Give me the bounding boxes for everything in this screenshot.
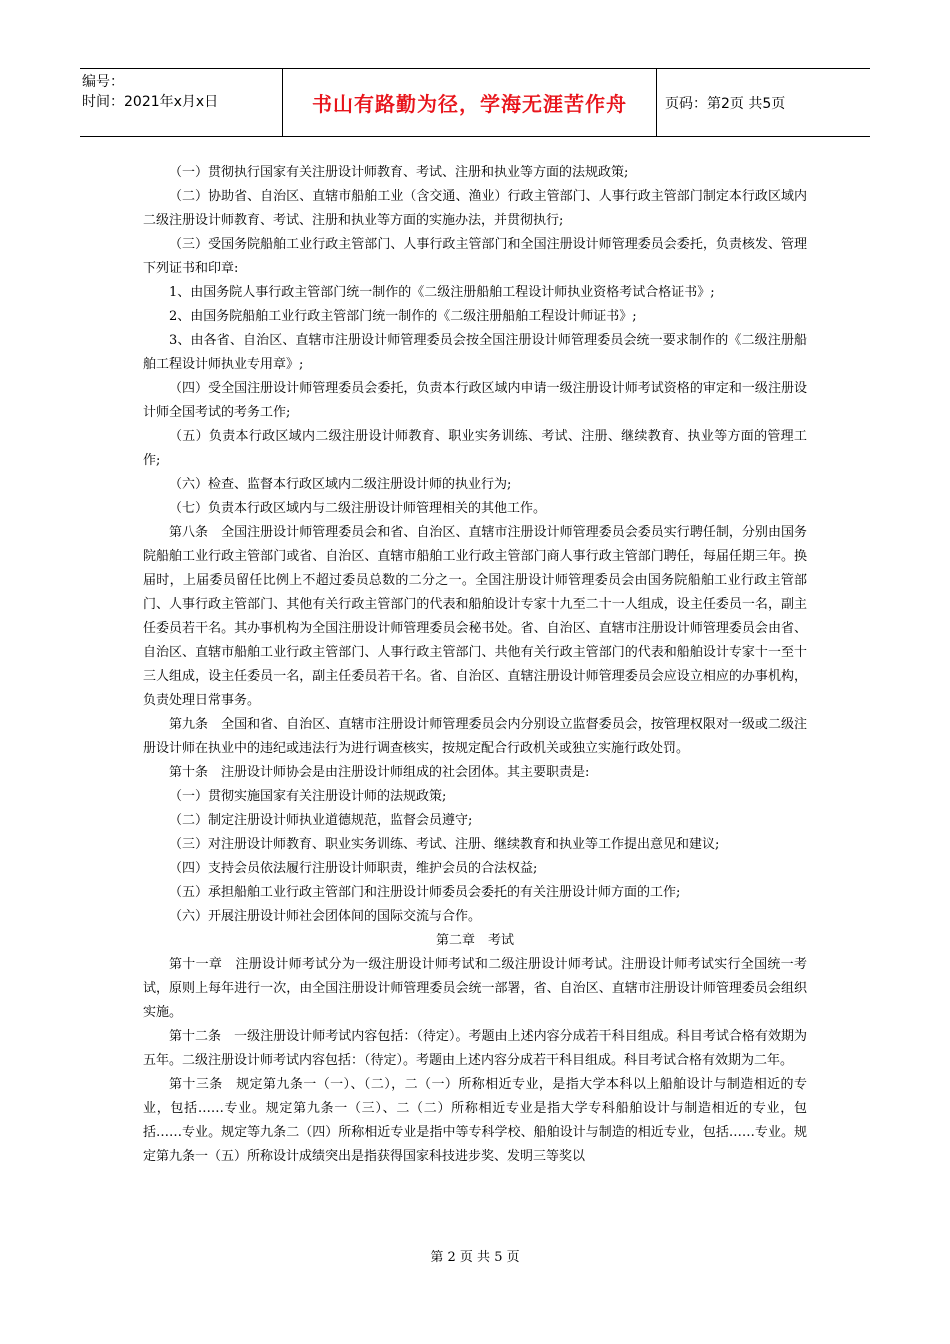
paragraph: （一）贯彻实施国家有关注册设计师的法规政策; bbox=[169, 789, 447, 804]
article-8: 第八条 全国注册设计师管理委员会和省、自治区、直辖市注册设计师管理委员会委员实行聘任制，分别由国务院船舶工业行政主管部门或省、自治区、直辖市船舶工业行政主管部门商人事行政主管部门聘任，每届任期三年。换届时，上届委员留任比例上不超过委员总数的二分之一。全国注册设计师管理委员会由国务院船舶工业行政主管部门、人事行政主管部门、其他有关行政主管部门的代表和船舶设计专家十九至二十一人组成，设主任委员一名，副主任委员若干名。其办事机构为全国注册设计师管理委员会秘书处。省、自治区、直辖市注册设计师管理委员会由省、自治区、直辖市船舶工业行政主管部门、人事行政主管部门、共他有关行政主管部门的代表和船舶设计专家十一至十三人组成，设主任委员一名，副主任委员若干名。省、自治区、直辖注册设计师管理委员会应设立相应的办事机构，负责处理日常事务。 bbox=[143, 525, 807, 708]
paragraph: 2、由国务院船舶工业行政主管部门统一制作的《二级注册船舶工程设计师证书》; bbox=[169, 309, 637, 324]
article-10: 第十条 注册设计师协会是由注册设计师组成的社会团体。其主要职责是: bbox=[169, 765, 590, 780]
paragraph: （二）制定注册设计师执业道德规范，监督会员遵守; bbox=[169, 813, 473, 828]
document-time-label: 时间：2021年x月x日 bbox=[82, 94, 219, 110]
header-meta bbox=[80, 69, 283, 136]
paragraph: （六）检查、监督本行政区域内二级注册设计师的执业行为; bbox=[169, 477, 512, 492]
article-11: 第十一章 注册设计师考试分为一级注册设计师考试和二级注册设计师考试。注册设计师考试实行全国统一考试，原则上每年进行一次，由全国注册设计师管理委员会统一部署，省、自治区、直辖市注册设计师管理委员会组织实施。 bbox=[143, 957, 807, 1020]
article-12: 第十二条 一级注册设计师考试内容包括：（待定）。考题由上述内容分成若干科目组成。科目考试合格有效期为五年。二级注册设计师考试内容包括：（待定）。考题由上述内容分成若干科目组成。科目考试合格有效期为二年。 bbox=[143, 1029, 807, 1068]
paragraph: （二）协助省、自治区、直辖市船舶工业（含交通、渔业）行政主管部门、人事行政主管部门制定本行政区域内二级注册设计师教育、考试、注册和执业等方面的实施办法，并贯彻执行; bbox=[143, 189, 807, 228]
paragraph: （三）受国务院船舶工业行政主管部门、人事行政主管部门和全国注册设计师管理委员会委托，负责核发、管理下列证书和印章: bbox=[143, 237, 807, 276]
paragraph: （五）负责本行政区域内二级注册设计师教育、职业实务训练、考试、注册、继续教育、执业等方面的管理工作; bbox=[143, 429, 807, 468]
document-number-label: 编号： bbox=[82, 74, 124, 90]
paragraph: （四）受全国注册设计师管理委员会委托，负责本行政区域内申请一级注册设计师考试资格的审定和一级注册设计师全国考试的考务工作; bbox=[143, 381, 807, 420]
paragraph: （七）负责本行政区域内与二级注册设计师管理相关的其他工作。 bbox=[169, 501, 547, 516]
paragraph: （六）开展注册设计师社会团体间的国际交流与合作。 bbox=[169, 909, 482, 924]
paragraph: （四）支持会员依法履行注册设计师职责，维护会员的合法权益; bbox=[169, 861, 538, 876]
document-body bbox=[143, 161, 807, 1169]
header-motto: 书山有路勤为径，学海无涯苦作舟 bbox=[283, 69, 657, 136]
paragraph: 3、由各省、自治区、直辖市注册设计师管理委员会按全国注册设计师管理委员会统一要求制作的《二级注册船舶工程设计师执业专用章》; bbox=[143, 333, 807, 372]
paragraph: （三）对注册设计师教育、职业实务训练、考试、注册、继续教育和执业等工作提出意见和建议; bbox=[169, 837, 720, 852]
paragraph: 1、由国务院人事行政主管部门统一制作的《二级注册船舶工程设计师执业资格考试合格证书》; bbox=[169, 285, 715, 300]
article-9: 第九条 全国和省、自治区、直辖市注册设计师管理委员会内分别设立监督委员会，按管理权限对一级或二级注册设计师在执业中的违纪或违法行为进行调查核实，按规定配合行政机关或独立实施行政处罚。 bbox=[143, 717, 807, 756]
paragraph: （五）承担船舶工业行政主管部门和注册设计师委员会委托的有关注册设计师方面的工作; bbox=[169, 885, 681, 900]
chapter-title: 第二章 考试 bbox=[435, 933, 514, 948]
page-footer: 第 2 页 共 5 页 bbox=[430, 1250, 520, 1265]
header-page-info: 页码：第2页 共5页 bbox=[665, 95, 786, 112]
page-header bbox=[80, 68, 870, 137]
article-13: 第十三条 规定第九条一（一）、（二），二（一）所称相近专业，是指大学本科以上船舶设计与制造相近的专业，包括……专业。规定第九条一（三）、二（二）所称相近专业是指大学专科船舶设计与制造相近的专业，包括……专业。规定等九条二（四）所称相近专业是指中等专科学校、船舶设计与制造的相近专业，包括……专业。规定第九条一（五）所称设计成绩突出是指获得国家科技进步奖、发明三等奖以 bbox=[143, 1077, 807, 1164]
paragraph: （一）贯彻执行国家有关注册设计师教育、考试、注册和执业等方面的法规政策; bbox=[169, 165, 629, 180]
